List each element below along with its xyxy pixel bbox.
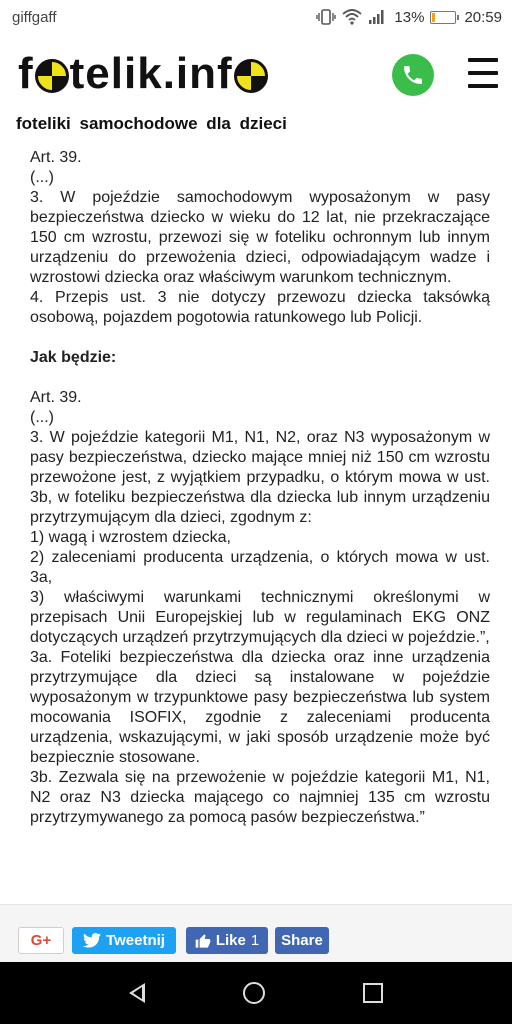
logo-ball-icon	[234, 59, 268, 93]
like-count: 1	[250, 932, 260, 949]
section-heading: Jak będzie:	[30, 349, 117, 366]
signal-icon	[368, 9, 386, 25]
status-icons	[316, 9, 502, 26]
article-paragraph: Art. 39.	[30, 389, 82, 406]
battery-icon	[430, 11, 456, 24]
article-paragraph: (...)	[30, 409, 54, 426]
twitter-bird-icon	[83, 933, 101, 948]
logo-text-middle: telik.inf	[69, 49, 233, 98]
facebook-share-button[interactable]	[275, 927, 329, 954]
wifi-icon	[342, 9, 362, 25]
google-plus-button[interactable]	[18, 927, 64, 954]
thumbs-up-icon	[195, 933, 211, 949]
menu-line	[468, 58, 498, 62]
facebook-like-button[interactable]	[186, 927, 268, 954]
article-paragraph: 2) zaleceniami producenta urządzenia, o których mowa w ust. 3a,	[30, 549, 490, 586]
phone-icon	[401, 63, 425, 87]
paragraph-spacer	[30, 368, 490, 388]
article-paragraph: 3. W pojeździe samochodowym wyposażonym w pasy bezpieczeństwa dziecko w wieku do 12 lat, nie przekraczające 150 cm wzrostu, przewozi się w foteliku ochronnym lub innym urządzeniu do przewożenia dzieci, odpowiadającym wadze i wzrostowi dziecka oraz właściwym warunkom technicznym.	[30, 189, 490, 286]
social-share-bar	[0, 904, 512, 962]
article-content	[30, 148, 490, 828]
battery-fill	[432, 13, 435, 22]
article-paragraph: 3b. Zezwala się na przewożenie w pojeździe kategorii M1, N1, N2 oraz N3 dziecka mającego co najmniej 135 cm wzrostu przytrzymywanego za pomocą pasów bezpieczeństwa.”	[30, 769, 490, 826]
article-paragraph: 3a. Foteliki bezpieczeństwa dla dziecka oraz inne urządzenia przytrzymujące dla dzieci są instalowane w pojeździe wyposażonym w trzypunktowe pasy bezpieczeństwa lub system mocowania ISOFIX, zgodnie z zaleceniami producenta urządzenia, wskazującymi, w jaki sposób urządzenie może być bezpiecznie stosowane.	[30, 649, 490, 766]
system-navigation-bar	[0, 962, 512, 1024]
tweet-label: Tweetnij	[106, 932, 165, 949]
call-button[interactable]	[392, 54, 434, 96]
logo-text-start: f	[18, 49, 34, 98]
home-icon[interactable]	[243, 982, 265, 1004]
status-bar	[0, 0, 512, 34]
hamburger-menu-icon[interactable]	[468, 58, 498, 88]
site-header	[0, 34, 512, 146]
article-paragraph: Art. 39.	[30, 149, 82, 166]
battery-percentage: 13%	[394, 8, 425, 26]
article-paragraph: 4. Przepis ust. 3 nie dotyczy przewozu dziecka taksówką osobową, pojazdem pogotowia ratunkowego lub Policji.	[30, 289, 490, 326]
back-icon[interactable]	[129, 983, 145, 1003]
vibrate-icon	[316, 9, 336, 25]
share-label: Share	[281, 932, 323, 949]
carrier-name: giffgaff	[12, 8, 57, 26]
google-plus-icon: G+	[30, 932, 52, 949]
article-paragraph: 3) właściwymi warunkami technicznymi określonymi w przepisach Unii Europejskiej lub w regulaminach EKG ONZ dotyczących urządzeń przytrzymujących dla dzieci w pojeździe.”,	[30, 589, 490, 646]
article-paragraph: (...)	[30, 169, 54, 186]
menu-line	[468, 84, 498, 88]
like-label: Like	[215, 932, 246, 949]
paragraph-spacer	[30, 328, 490, 348]
site-tagline: foteliki samochodowe dla dzieci	[16, 114, 287, 133]
site-logo[interactable]	[18, 49, 269, 98]
clock: 20:59	[464, 8, 502, 26]
menu-line	[468, 71, 498, 75]
tweet-button[interactable]	[72, 927, 176, 954]
article-paragraph: 1) wagą i wzrostem dziecka,	[30, 529, 231, 546]
logo-ball-icon	[35, 59, 69, 93]
article-paragraph: 3. W pojeździe kategorii M1, N1, N2, oraz N3 wyposażonym w pasy bezpieczeństwa, dziecko mające mniej niż 150 cm wzrostu przewożone jest, z wyjątkiem przypadku, o którym mowa w ust. 3b, w foteliku bezpieczeństwa dla dziecka lub innym urządzeniu przytrzymującym dla dzieci, zgodnym z:	[30, 429, 490, 526]
recent-apps-icon[interactable]	[363, 983, 383, 1003]
